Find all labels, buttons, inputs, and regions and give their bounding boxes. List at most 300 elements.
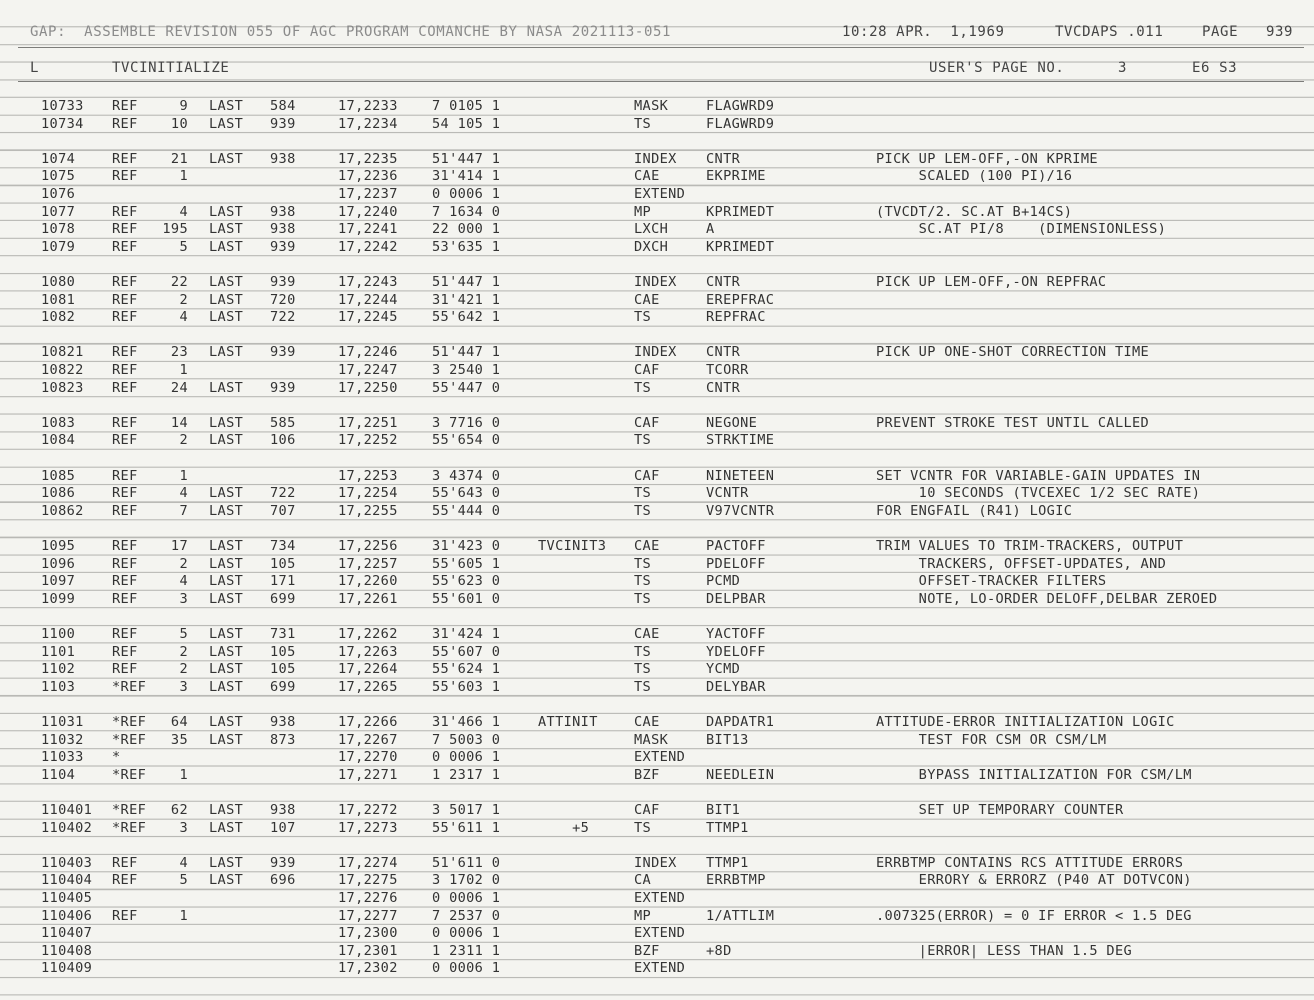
last-page: 696	[270, 872, 296, 889]
listing-row	[0, 855, 1314, 872]
address: 17,2233	[338, 98, 398, 114]
comment: SC.AT PI/8 (DIMENSIONLESS)	[876, 221, 1167, 238]
opcode: TS	[634, 590, 652, 607]
opcode: TS	[634, 432, 652, 449]
octal-word: 55'444 0	[432, 502, 501, 519]
ref-count: 4	[179, 485, 188, 502]
listing-row	[0, 802, 1314, 819]
address: 17,2263	[338, 643, 398, 660]
ref-count: 3	[179, 678, 188, 695]
opcode: TS	[634, 573, 652, 590]
address: 17,2252	[338, 432, 398, 449]
ref-flag: *REF	[112, 802, 147, 818]
operand: V97VCNTR	[706, 502, 775, 519]
line-number: 1085	[41, 467, 76, 484]
ref-flag: *REF	[112, 766, 147, 783]
ref-count: 2	[179, 643, 188, 660]
listing-row	[0, 890, 1314, 907]
line-number: 110403	[41, 854, 93, 871]
address: 17,2276	[338, 890, 398, 906]
ref-count: 23	[170, 344, 188, 361]
last-label: LAST	[209, 714, 244, 730]
octal-word: 51'447 1	[432, 274, 501, 290]
line-number: 1074	[41, 150, 76, 167]
operand: NEGONE	[706, 414, 758, 431]
operand: EREPFRAC	[706, 291, 775, 308]
listing-row	[0, 168, 1314, 185]
program-title: GAP: ASSEMBLE REVISION 055 OF AGC PROGRAM COMANCHE BY NASA 2021113-051	[30, 24, 672, 40]
ref-flag: REF	[112, 555, 138, 572]
ref-count: 17	[170, 538, 188, 554]
opcode: CAF	[634, 414, 660, 431]
comment: ERRORY & ERRORZ (P40 AT DOTVCON)	[876, 872, 1192, 889]
opcode: EXTEND	[634, 186, 686, 202]
comment: SET VCNTR FOR VARIABLE-GAIN UPDATES IN	[876, 467, 1201, 484]
listing-row	[0, 292, 1314, 309]
last-label: LAST	[209, 538, 244, 554]
line-number: 1076	[41, 186, 76, 202]
last-label: LAST	[209, 221, 244, 238]
ref-flag: REF	[112, 115, 138, 132]
listing-row	[0, 485, 1314, 502]
listing-row	[0, 661, 1314, 678]
line-number: 1097	[41, 573, 76, 590]
last-label: LAST	[209, 432, 244, 449]
ref-flag: REF	[112, 379, 138, 396]
line-number: 10734	[41, 115, 84, 132]
address: 17,2265	[338, 678, 398, 695]
comment: ATTITUDE-ERROR INITIALIZATION LOGIC	[876, 714, 1175, 730]
octal-word: 22 000 1	[432, 221, 501, 238]
operand: FLAGWRD9	[706, 115, 775, 132]
opcode: BZF	[634, 942, 660, 959]
listing-row	[0, 98, 1314, 115]
octal-word: 7 0105 1	[432, 98, 501, 114]
address: 17,2260	[338, 573, 398, 590]
users-page-label: USER'S PAGE NO.	[929, 60, 1065, 76]
page-label: PAGE	[1202, 24, 1239, 40]
opcode: CAE	[634, 538, 660, 554]
ref-count: 14	[170, 414, 188, 431]
octal-word: 31'423 0	[432, 538, 501, 554]
ref-count: 7	[179, 502, 188, 519]
last-page: 938	[270, 802, 296, 818]
octal-word: 0 0006 1	[432, 925, 501, 942]
listing-row	[0, 644, 1314, 661]
line-number: 1086	[41, 485, 76, 502]
address: 17,2274	[338, 854, 398, 871]
address: 17,2244	[338, 291, 398, 308]
line-number: 1080	[41, 274, 76, 290]
address: 17,2256	[338, 538, 398, 554]
opcode: EXTEND	[634, 960, 686, 977]
last-label: LAST	[209, 238, 244, 255]
comment: NOTE, LO-ORDER DELOFF,DELBAR ZEROED	[876, 590, 1218, 607]
operand: DELPBAR	[706, 590, 766, 607]
last-label: LAST	[209, 379, 244, 396]
line-number: 110404	[41, 872, 93, 889]
last-label: LAST	[209, 274, 244, 290]
comment: FOR ENGFAIL (R41) LOGIC	[876, 502, 1073, 519]
ref-count: 2	[179, 555, 188, 572]
ref-flag: REF	[112, 238, 138, 255]
ref-flag: REF	[112, 872, 138, 889]
address: 17,2267	[338, 731, 398, 748]
address: 17,2266	[338, 714, 398, 730]
address: 17,2302	[338, 960, 398, 977]
last-page: 939	[270, 344, 296, 361]
octal-word: 3 2540 1	[432, 362, 501, 378]
octal-word: 51'611 0	[432, 854, 501, 871]
opcode: TS	[634, 643, 652, 660]
operand: KPRIMEDT	[706, 238, 775, 255]
ref-count: 4	[179, 203, 188, 220]
ref-count: 2	[179, 291, 188, 308]
ref-count: 3	[179, 819, 188, 836]
ref-flag: REF	[112, 432, 138, 449]
listing-row	[0, 732, 1314, 749]
last-label: LAST	[209, 590, 244, 607]
address: 17,2234	[338, 115, 398, 132]
octal-word: 53'635 1	[432, 238, 501, 255]
last-label: LAST	[209, 555, 244, 572]
last-label: LAST	[209, 661, 244, 678]
line-number: 1078	[41, 221, 76, 238]
ref-flag: REF	[112, 854, 138, 871]
comment: PREVENT STROKE TEST UNTIL CALLED	[876, 414, 1150, 431]
ref-count: 2	[179, 661, 188, 678]
listing-row	[0, 538, 1314, 555]
last-label: LAST	[209, 678, 244, 695]
ref-count: 2	[179, 432, 188, 449]
octal-word: 0 0006 1	[432, 960, 501, 977]
address: 17,2264	[338, 661, 398, 678]
ref-flag: REF	[112, 274, 138, 290]
line-number: 110406	[41, 907, 93, 924]
last-label: LAST	[209, 854, 244, 871]
operand: PACTOFF	[706, 538, 766, 554]
comment: 10 SECONDS (TVCEXEC 1/2 SEC RATE)	[876, 485, 1201, 502]
line-number: 1100	[41, 626, 76, 642]
ref-count: 5	[179, 238, 188, 255]
ref-flag: *	[112, 749, 121, 766]
octal-word: 3 1702 0	[432, 872, 501, 889]
octal-word: 1 2311 1	[432, 942, 501, 959]
listing-row	[0, 872, 1314, 889]
ref-count: 5	[179, 872, 188, 889]
operand: CNTR	[706, 274, 741, 290]
octal-word: 55'643 0	[432, 485, 501, 502]
ref-flag: REF	[112, 98, 138, 114]
octal-word: 7 5003 0	[432, 731, 501, 748]
listing-row	[0, 556, 1314, 573]
address: 17,2250	[338, 379, 398, 396]
last-page: 584	[270, 98, 296, 114]
octal-word: 7 2537 0	[432, 907, 501, 924]
address: 17,2271	[338, 766, 398, 783]
operand: BIT1	[706, 802, 741, 818]
operand: REPFRAC	[706, 309, 766, 326]
opcode: TS	[634, 379, 652, 396]
address: 17,2241	[338, 221, 398, 238]
octal-word: 3 5017 1	[432, 802, 501, 818]
address: 17,2275	[338, 872, 398, 889]
listing-row	[0, 239, 1314, 256]
last-label: LAST	[209, 309, 244, 326]
opcode: TS	[634, 678, 652, 695]
ref-flag: REF	[112, 203, 138, 220]
opcode: LXCH	[634, 221, 669, 238]
line-number: 110409	[41, 960, 93, 977]
octal-word: 54 105 1	[432, 115, 501, 132]
operand: NEEDLEIN	[706, 766, 775, 783]
address: 17,2254	[338, 485, 398, 502]
ref-flag: REF	[112, 168, 138, 185]
opcode: MP	[634, 203, 652, 220]
listing-row	[0, 362, 1314, 379]
octal-word: 55'654 0	[432, 432, 501, 449]
opcode: EXTEND	[634, 749, 686, 766]
last-label: LAST	[209, 802, 244, 818]
octal-word: 55'642 1	[432, 309, 501, 326]
listing-row	[0, 204, 1314, 221]
ref-flag: REF	[112, 590, 138, 607]
ref-count: 195	[162, 221, 188, 238]
opcode: TS	[634, 485, 652, 502]
comment: ERRBTMP CONTAINS RCS ATTITUDE ERRORS	[876, 854, 1184, 871]
octal-word: 3 7716 0	[432, 414, 501, 431]
address: 17,2245	[338, 309, 398, 326]
last-page: 105	[270, 643, 296, 660]
comment: |ERROR| LESS THAN 1.5 DEG	[876, 942, 1133, 959]
line-number: 10822	[41, 362, 84, 378]
line-number: 1083	[41, 414, 76, 431]
comment: TRIM VALUES TO TRIM-TRACKERS, OUTPUT	[876, 538, 1184, 554]
operand: ERRBTMP	[706, 872, 766, 889]
line-number: 10733	[41, 98, 84, 114]
opcode: TS	[634, 502, 652, 519]
operand: +8D	[706, 942, 732, 959]
ref-flag: REF	[112, 907, 138, 924]
address: 17,2237	[338, 186, 398, 202]
users-page-number: 3	[1118, 60, 1128, 76]
operand: 1/ATTLIM	[706, 907, 775, 924]
operand: NINETEEN	[706, 467, 775, 484]
listing-row	[0, 415, 1314, 432]
octal-word: 31'414 1	[432, 168, 501, 185]
ref-flag: REF	[112, 467, 138, 484]
opcode: EXTEND	[634, 925, 686, 942]
address: 17,2270	[338, 749, 398, 766]
file-name: TVCDAPS .011	[1055, 24, 1164, 40]
ref-flag: REF	[112, 502, 138, 519]
octal-word: 51'447 1	[432, 150, 501, 167]
line-number: 1102	[41, 661, 76, 678]
line-number: 1077	[41, 203, 76, 220]
octal-word: 31'466 1	[432, 714, 501, 730]
opcode: CAE	[634, 168, 660, 185]
ref-flag: REF	[112, 221, 138, 238]
ref-count: 22	[170, 274, 188, 290]
last-label: LAST	[209, 626, 244, 642]
octal-word: 55'605 1	[432, 555, 501, 572]
address: 17,2253	[338, 467, 398, 484]
octal-word: 55'624 1	[432, 661, 501, 678]
line-number: 1081	[41, 291, 76, 308]
operand: TTMP1	[706, 819, 749, 836]
address: 17,2243	[338, 274, 398, 290]
ref-count: 1	[179, 467, 188, 484]
octal-word: 31'424 1	[432, 626, 501, 642]
listing-row	[0, 925, 1314, 942]
last-page: 731	[270, 626, 296, 642]
last-page: 699	[270, 590, 296, 607]
last-page: 105	[270, 661, 296, 678]
last-label: LAST	[209, 502, 244, 519]
octal-word: 3 4374 0	[432, 467, 501, 484]
line-number: 1095	[41, 538, 76, 554]
symbol-label: ATTINIT	[538, 714, 598, 730]
last-page: 939	[270, 115, 296, 132]
operand: STRKTIME	[706, 432, 775, 449]
octal-word: 55'447 0	[432, 379, 501, 396]
last-label: LAST	[209, 291, 244, 308]
line-number: 1075	[41, 168, 76, 185]
ref-count: 1	[179, 766, 188, 783]
last-page: 106	[270, 432, 296, 449]
comment: PICK UP LEM-OFF,-ON KPRIME	[876, 150, 1098, 167]
octal-word: 0 0006 1	[432, 749, 501, 766]
ref-count: 4	[179, 573, 188, 590]
opcode: MASK	[634, 98, 669, 114]
line-number: 11031	[41, 714, 84, 730]
last-page: 939	[270, 854, 296, 871]
listing-row	[0, 591, 1314, 608]
section-code: E6 S3	[1192, 60, 1238, 76]
last-label: LAST	[209, 344, 244, 361]
ref-flag: REF	[112, 626, 138, 642]
last-page: 939	[270, 274, 296, 290]
comment: TEST FOR CSM OR CSM/LM	[876, 731, 1107, 748]
listing-row	[0, 749, 1314, 766]
symbol-label: +5	[538, 819, 590, 836]
line-number: 1079	[41, 238, 76, 255]
line-number: 110407	[41, 925, 93, 942]
last-label: LAST	[209, 819, 244, 836]
listing-row	[0, 908, 1314, 925]
line-number: 1084	[41, 432, 76, 449]
ref-count: 64	[170, 714, 188, 730]
ref-flag: *REF	[112, 731, 147, 748]
operand: EKPRIME	[706, 168, 766, 185]
print-date: 10:28 APR. 1,1969	[842, 24, 1005, 40]
line-number: 10823	[41, 379, 84, 396]
operand: A	[706, 221, 715, 238]
line-number: 110405	[41, 890, 93, 906]
listing-row	[0, 274, 1314, 291]
address: 17,2240	[338, 203, 398, 220]
operand: FLAGWRD9	[706, 98, 775, 114]
operand: CNTR	[706, 344, 741, 361]
operand: TTMP1	[706, 854, 749, 871]
last-label: LAST	[209, 731, 244, 748]
operand: PDELOFF	[706, 555, 766, 572]
last-page: 939	[270, 379, 296, 396]
last-label: LAST	[209, 573, 244, 590]
operand: PCMD	[706, 573, 741, 590]
listing-row	[0, 380, 1314, 397]
line-number: 1099	[41, 590, 76, 607]
opcode: BZF	[634, 766, 660, 783]
address: 17,2257	[338, 555, 398, 572]
octal-word: 1 2317 1	[432, 766, 501, 783]
opcode: INDEX	[634, 150, 677, 167]
ref-flag: REF	[112, 362, 138, 378]
ref-flag: REF	[112, 485, 138, 502]
comment: OFFSET-TRACKER FILTERS	[876, 573, 1107, 590]
operand: TCORR	[706, 362, 749, 378]
listing-row	[0, 943, 1314, 960]
ref-flag: REF	[112, 344, 138, 361]
listing-row	[0, 767, 1314, 784]
listing-row	[0, 151, 1314, 168]
last-label: LAST	[209, 872, 244, 889]
opcode: MASK	[634, 731, 669, 748]
octal-word: 55'611 1	[432, 819, 501, 836]
octal-word: 51'447 1	[432, 344, 501, 361]
ref-flag: REF	[112, 661, 138, 678]
opcode: TS	[634, 819, 652, 836]
ref-count: 5	[179, 626, 188, 642]
operand: YDELOFF	[706, 643, 766, 660]
operand: YCMD	[706, 661, 741, 678]
ref-count: 4	[179, 854, 188, 871]
octal-word: 55'623 0	[432, 573, 501, 590]
line-number: 1101	[41, 643, 76, 660]
last-page: 720	[270, 291, 296, 308]
ref-flag: REF	[112, 150, 138, 167]
last-page: 585	[270, 414, 296, 431]
address: 17,2255	[338, 502, 398, 519]
last-page: 938	[270, 150, 296, 167]
symbol-label: TVCINIT3	[538, 538, 607, 554]
ref-count: 35	[170, 731, 188, 748]
opcode: CAF	[634, 362, 660, 378]
address: 17,2272	[338, 802, 398, 818]
last-page: 722	[270, 309, 296, 326]
comment: .007325(ERROR) = 0 IF ERROR < 1.5 DEG	[876, 907, 1192, 924]
line-number: 1103	[41, 678, 76, 695]
last-page: 938	[270, 221, 296, 238]
opcode: INDEX	[634, 854, 677, 871]
last-page: 707	[270, 502, 296, 519]
operand: DAPDATR1	[706, 714, 775, 730]
routine-name: TVCINITIALIZE	[112, 60, 230, 76]
page-number: 939	[1266, 24, 1294, 40]
comment: SCALED (100 PI)/16	[876, 168, 1073, 185]
line-number: 110401	[41, 802, 93, 818]
listing-row	[0, 714, 1314, 731]
line-number: 10862	[41, 502, 84, 519]
opcode: CAE	[634, 714, 660, 730]
address: 17,2300	[338, 925, 398, 942]
octal-word: 55'603 1	[432, 678, 501, 695]
last-page: 105	[270, 555, 296, 572]
last-page: 938	[270, 203, 296, 220]
listing-row	[0, 820, 1314, 837]
address: 17,2301	[338, 942, 398, 959]
address: 17,2247	[338, 362, 398, 378]
